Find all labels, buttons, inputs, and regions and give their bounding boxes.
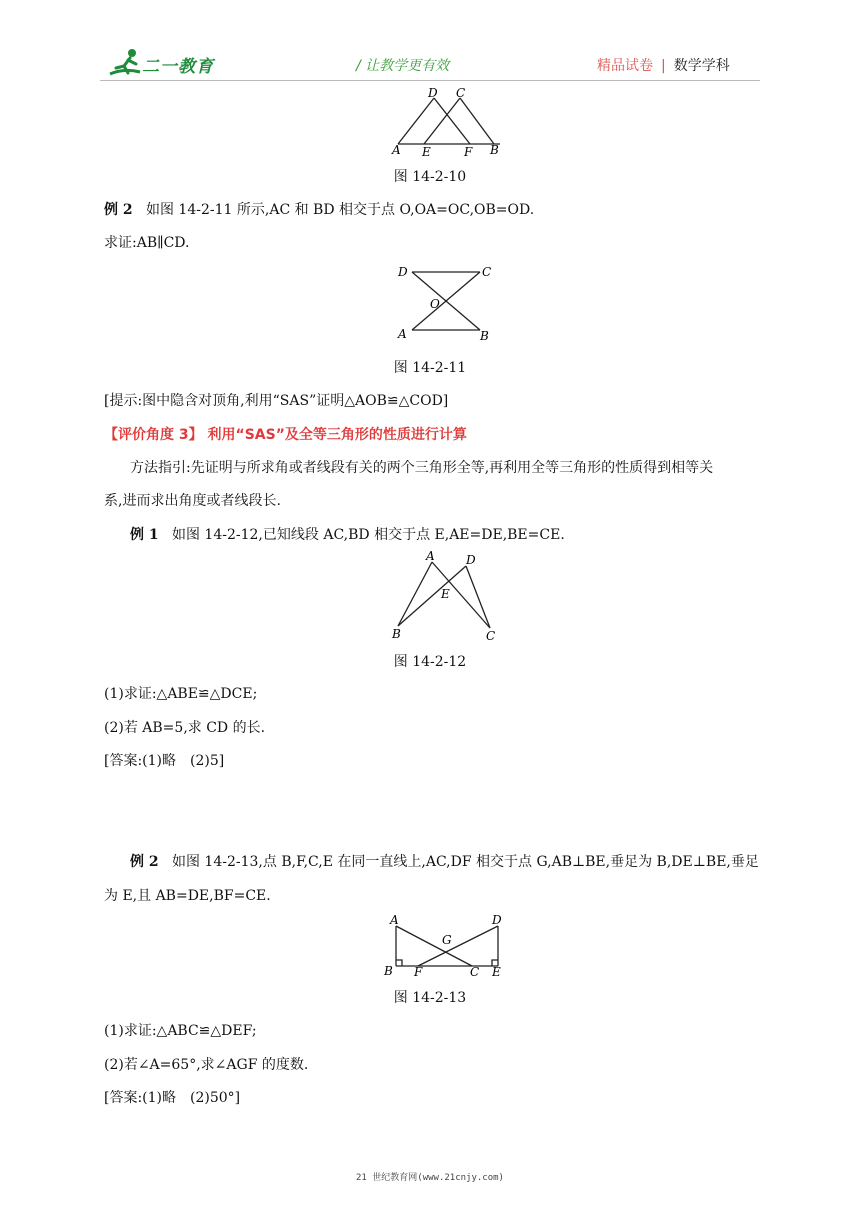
caption-14-2-12: 图 14-2-12 (393, 654, 467, 670)
example-2b-question-2: (2)若∠A=65°,求∠AGF 的度数. (104, 1057, 309, 1073)
example-2b-question-1: (1)求证:△ABC≌△DEF; (104, 1023, 257, 1039)
example-2b-answer: [答案:(1)略 (2)50°] (104, 1090, 241, 1106)
example-body: 如图 14-2-13,点 B,F,C,E 在同一直线上,AC,DF 相交于点 G,AB⊥BE,垂足为 B,DE⊥BE,垂足 (171, 854, 759, 870)
section-heading: 【评价角度 3】 利用“SAS”及全等三角形的性质进行计算 (104, 427, 467, 443)
fig10-label-f: F (464, 145, 473, 158)
fig10-label-d: D (428, 86, 438, 100)
fig13-label-f: F (414, 965, 423, 979)
fig10-label-c: C (456, 86, 466, 100)
header-separator: | (661, 58, 666, 74)
example-1-answer: [答案:(1)略 (2)5] (104, 753, 225, 769)
fig12-label-d: D (466, 553, 476, 567)
method-guide-line-1: 方法指引:先证明与所求角或者线段有关的两个三角形全等,再利用全等三角形的性质得到相等关 (130, 460, 714, 476)
fig13-label-d: D (492, 913, 502, 927)
logo-text: 二一教育 (142, 57, 214, 77)
fig11-label-d: D (398, 265, 408, 279)
fig11-label-c: C (482, 265, 492, 279)
example-1-statement (130, 525, 565, 545)
fig13-label-a: A (390, 913, 399, 927)
example-body: 如图 14-2-12,已知线段 AC,BD 相交于点 E,AE=DE,BE=CE. (171, 527, 565, 543)
footer: 21 世纪教育网(www.21cnjy.com) (356, 1173, 504, 1183)
example-label: 例 2 (130, 854, 159, 870)
header-slogan: / 让教学更有效 (356, 58, 450, 74)
example-2-prove: 求证:AB∥CD. (104, 235, 190, 251)
figure-14-2-13 (380, 912, 510, 980)
example-label: 例 2 (104, 202, 133, 218)
fig12-label-c: C (486, 629, 496, 642)
header-right (597, 55, 730, 75)
figure-14-2-10 (390, 86, 510, 158)
example-2-statement (104, 200, 534, 220)
fig10-label-a: A (392, 143, 401, 157)
figure-14-2-12 (386, 548, 506, 642)
fig13-label-e: E (492, 965, 501, 979)
fig10-label-e: E (422, 145, 431, 158)
header-divider (100, 80, 760, 81)
caption-14-2-11: 图 14-2-11 (393, 360, 467, 376)
caption-14-2-10: 图 14-2-10 (393, 169, 467, 185)
subject: 数学学科 (673, 58, 730, 74)
fig11-label-o: O (430, 297, 440, 311)
fig13-label-c: C (470, 965, 480, 979)
example-label: 例 1 (130, 527, 159, 543)
example-1-question-1: (1)求证:△ABE≌△DCE; (104, 686, 258, 702)
figure-14-2-11 (392, 260, 502, 346)
fig13-label-b: B (384, 964, 393, 978)
example-body: 如图 14-2-11 所示,AC 和 BD 相交于点 O,OA=OC,OB=OD. (145, 202, 535, 218)
badge: 精品试卷 (597, 58, 653, 74)
method-guide-line-2: 系,进而求出角度或者线段长. (104, 493, 281, 509)
example-1-question-2: (2)若 AB=5,求 CD 的长. (104, 720, 266, 736)
fig11-label-b: B (480, 329, 489, 343)
caption-14-2-13: 图 14-2-13 (393, 990, 467, 1006)
fig13-label-g: G (442, 933, 452, 947)
fig12-label-b: B (392, 627, 401, 641)
example-2b-statement (130, 852, 759, 872)
fig12-label-e: E (441, 587, 450, 601)
example-2b-statement-cont: 为 E,且 AB=DE,BF=CE. (104, 888, 271, 904)
fig12-label-a: A (426, 549, 435, 563)
fig11-label-a: A (398, 327, 407, 341)
fig10-label-b: B (490, 143, 499, 157)
hint-text: [提示:图中隐含对顶角,利用“SAS”证明△AOB≌△COD] (104, 393, 449, 409)
